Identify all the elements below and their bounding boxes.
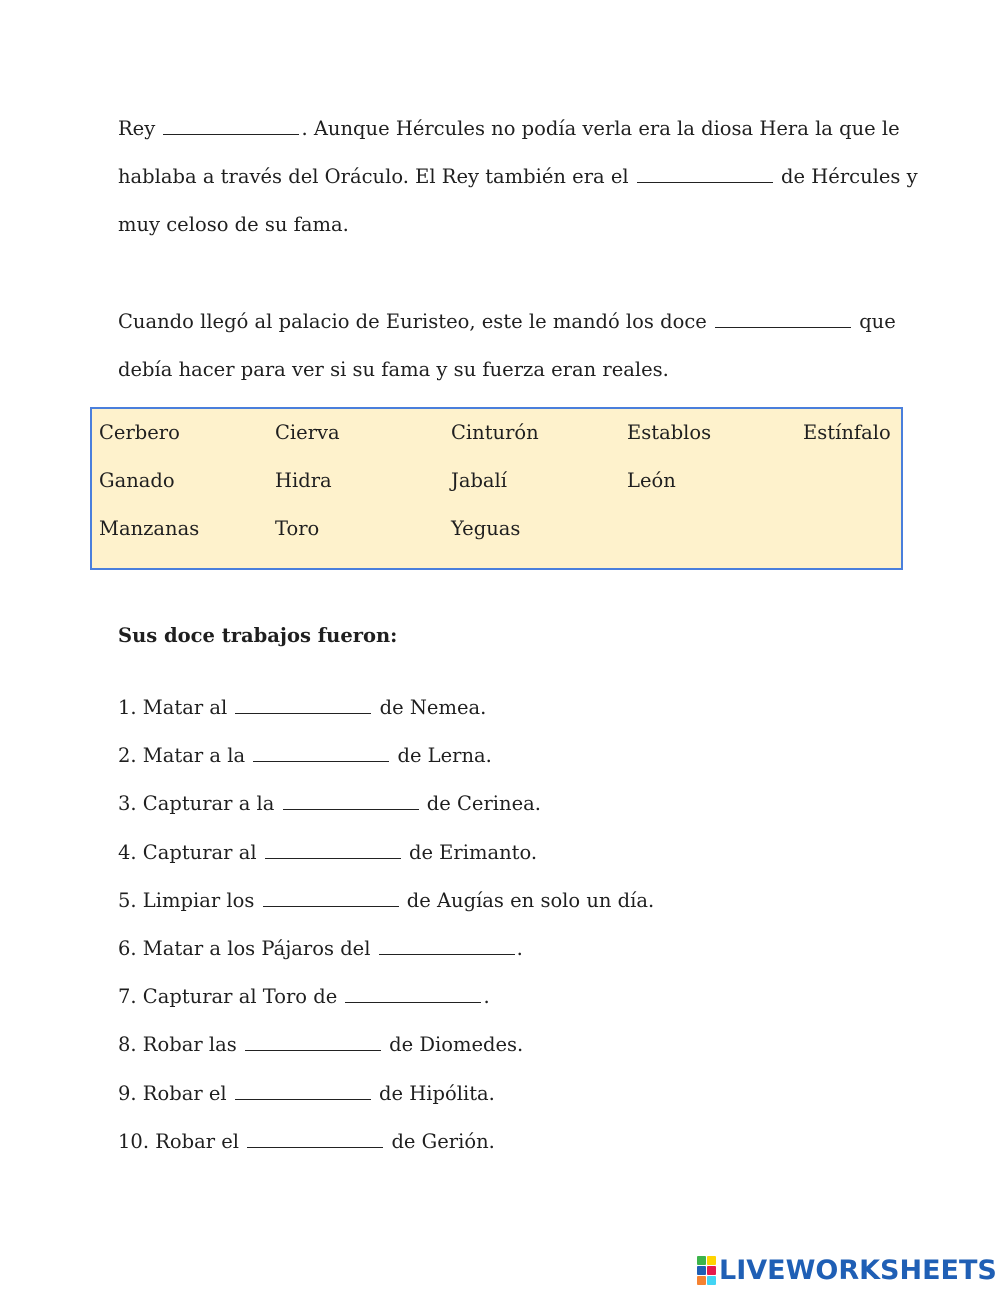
list-item: 3. Capturar a la de Cerinea. — [118, 792, 541, 816]
section-title: Sus doce trabajos fueron: — [118, 624, 398, 647]
word-bank — [90, 407, 903, 570]
paragraph-line: debía hacer para ver si su fama y su fuerza eran reales. — [118, 358, 669, 381]
word-bank-row — [92, 409, 901, 457]
blank-field-2[interactable] — [253, 743, 389, 762]
list-item: 9. Robar el de Hipólita. — [118, 1081, 495, 1105]
list-item: 6. Matar a los Pájaros del . — [118, 936, 523, 960]
word-bank-row — [92, 457, 901, 505]
paragraph-line: muy celoso de su fama. — [118, 213, 349, 236]
list-item: 4. Capturar al de Erimanto. — [118, 840, 538, 864]
word-bank-item: Hidra — [275, 469, 332, 492]
blank-field-9[interactable] — [235, 1081, 371, 1100]
blank-field-relation[interactable] — [637, 164, 773, 183]
list-item: 1. Matar al de Nemea. — [118, 696, 487, 719]
word-bank-item: Toro — [275, 517, 320, 540]
labors-list — [118, 684, 654, 1166]
word-bank-item: León — [627, 469, 676, 492]
paragraph-line: Rey . Aunque Hércules no podía verla era la diosa Hera la que le — [118, 117, 900, 140]
list-item: 5. Limpiar los de Augías en solo un día. — [118, 888, 655, 912]
word-bank-row — [92, 505, 901, 553]
list-item: 7. Capturar al Toro de . — [118, 985, 490, 1009]
word-bank-item: Estínfalo — [803, 421, 891, 444]
word-bank-item: Cierva — [275, 421, 340, 444]
word-bank-item: Jabalí — [451, 469, 508, 492]
word-bank-item: Ganado — [99, 469, 175, 492]
blank-field-10[interactable] — [247, 1129, 383, 1148]
list-item: 10. Robar el de Gerión. — [118, 1129, 495, 1153]
blank-field-5[interactable] — [263, 888, 399, 907]
list-item: 8. Robar las de Diomedes. — [118, 1033, 524, 1057]
logo-text: LIVEWORKSHEETS — [719, 1254, 997, 1286]
blank-field-6[interactable] — [379, 936, 515, 955]
liveworksheets-logo[interactable] — [697, 1255, 997, 1285]
blank-field-labors[interactable] — [715, 309, 851, 328]
blank-field-8[interactable] — [245, 1032, 381, 1051]
paragraph-line: Cuando llegó al palacio de Euristeo, este le mandó los doce que — [118, 310, 896, 333]
word-bank-item: Cinturón — [451, 421, 539, 444]
blank-field-king-name[interactable] — [163, 116, 299, 135]
blank-field-4[interactable] — [265, 840, 401, 859]
word-bank-item: Establos — [627, 421, 712, 444]
paragraph-story-1 — [118, 105, 918, 249]
liveworksheets-mark-icon — [697, 1256, 716, 1285]
word-bank-item: Manzanas — [99, 517, 200, 540]
word-bank-item: Yeguas — [451, 517, 521, 540]
paragraph-line: hablaba a través del Oráculo. El Rey también era el de Hércules y — [118, 165, 918, 188]
list-item: 2. Matar a la de Lerna. — [118, 744, 492, 768]
blank-field-7[interactable] — [345, 984, 481, 1003]
paragraph-story-2 — [118, 298, 896, 394]
word-bank-item: Cerbero — [99, 421, 180, 444]
blank-field-3[interactable] — [283, 791, 419, 810]
blank-field-1[interactable] — [235, 695, 371, 714]
